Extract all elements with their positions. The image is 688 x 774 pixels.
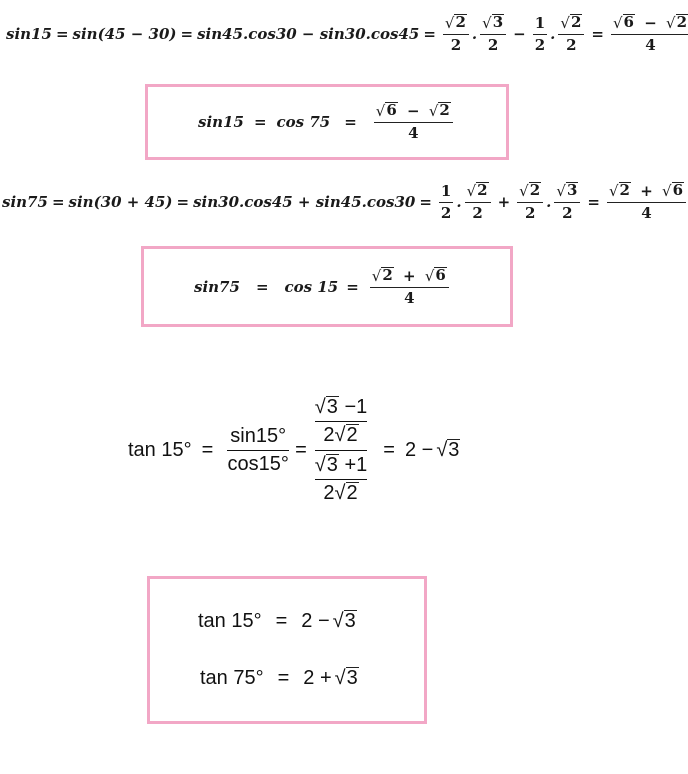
fraction: √ 3 2	[554, 182, 580, 222]
fraction: √ 6 − √ 2 4	[374, 102, 453, 142]
fraction: √ 2 2	[517, 182, 543, 222]
sin-sum: sin(30 + 45)	[68, 193, 173, 211]
fraction: $\frac{1}{2}$	[440, 182, 452, 222]
sum-formula: sin30.cos45 + sin45.cos30	[193, 193, 416, 211]
tan15-label: tan 15°	[128, 439, 192, 461]
fraction: $\frac{1}{2}$	[534, 14, 546, 54]
sin-over-cos-fraction: $\frac{\sin 15^\circ}{\cos 15^\circ}$	[227, 425, 289, 475]
fraction: √ 2 2	[558, 14, 584, 54]
fraction: √ 2 + √ 6 4	[370, 267, 449, 307]
tan15-derivation: tan 15° = $\frac{\sin 15^\circ}{\cos 15^\circ}$ = √ 3 −1 2 √ 2 √ 3 +1 2 √ 2 = 2 − √ 3	[128, 396, 460, 504]
sum-formula: sin45.cos30 − sin30.cos45	[197, 25, 420, 43]
result-box-tan	[147, 576, 427, 724]
sin15-label: sin15	[6, 25, 52, 43]
tan15-result-row: tan 15° = 2 − √ 3	[198, 610, 356, 632]
sin-difference: sin(45 − 30)	[72, 25, 177, 43]
sin75-expansion: sin75 = sin(30 + 45) = sin30.cos45 + sin45.cos30 = $\frac{1}{2}$ . √ 2 2 + √ 2 2 . √ 3 2 = √ 2 + √ 6 4	[2, 182, 688, 222]
fraction: √ 3 2	[480, 14, 506, 54]
tan75-result-row: tan 75° = 2 + √ 3	[200, 667, 358, 689]
result-box-sin15: sin15 = cos 75 = √ 6 − √ 2 4	[145, 84, 509, 160]
result-fraction: √ 2 + √ 6 4	[607, 182, 686, 222]
result-fraction: √ 6 − √ 2 4	[611, 14, 688, 54]
sin15-expansion: sin15 = sin(45 − 30) = sin45.cos30 − sin30.cos45 = √ 2 2 . √ 3 2 − $\frac{1}{2}$ . √ 2 2 = √ 6 − √ 2 4	[6, 14, 688, 54]
fraction: √ 2 2	[443, 14, 469, 54]
sin75-label: sin75	[2, 193, 48, 211]
result-box-sin75: sin75 = cos 15 = √ 2 + √ 6 4	[141, 246, 513, 327]
compound-fraction: √ 3 −1 2 √ 2 √ 3 +1 2 √ 2	[314, 396, 368, 504]
fraction: √ 2 2	[465, 182, 491, 222]
